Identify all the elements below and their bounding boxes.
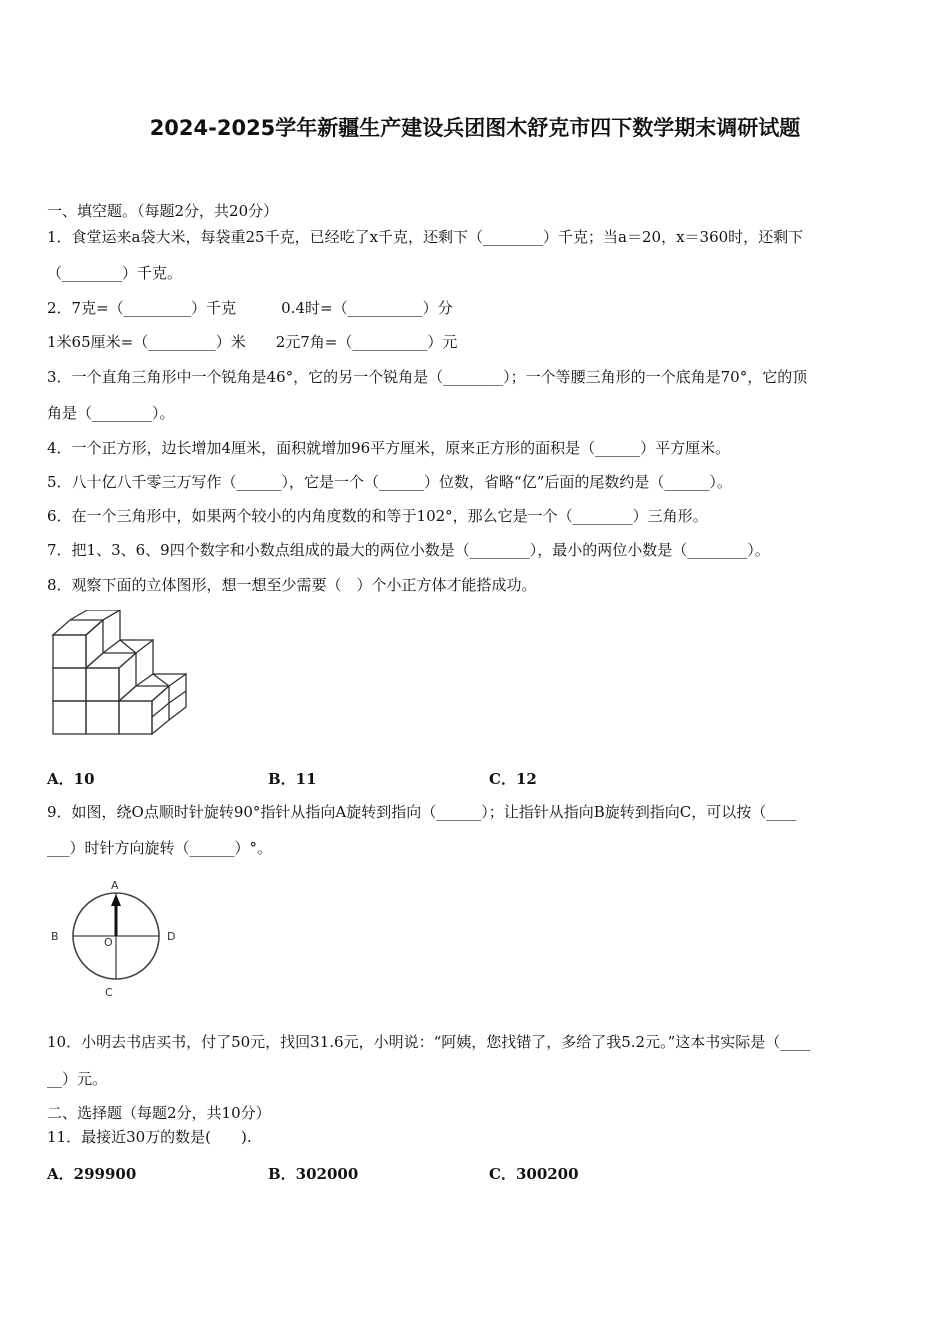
question-1-line-1: 1．食堂运来a袋大米，每袋重25千克，已经吃了x千克，还剩下（________）千克；当a＝20，x＝360时，还剩下 <box>47 228 804 246</box>
question-2-line-2: 1米65厘米=（_________）米 2元7角=（__________）元 <box>47 333 458 351</box>
question-9-line-2: ___）时针方向旋转（______）°。 <box>47 839 273 857</box>
question-9-line-1: 9．如图，绕O点顺时针旋转90°指针从指向A旋转到指向（______）；让指针从指向B旋转到指向C，可以按（____ <box>47 803 797 821</box>
section-1-heading: 一、填空题。（每题2分，共20分） <box>47 202 279 220</box>
question-8: 8．观察下面的立体图形，想一想至少需要（ ）个小正方体才能搭成功。 <box>47 576 537 594</box>
page-title: 2024-2025学年新疆生产建设兵团图木舒克市四下数学期末调研试题 <box>149 116 801 140</box>
question-7: 7．把1、3、6、9四个数字和小数点组成的最大的两位小数是（________），最小的两位小数是（________）。 <box>47 541 770 559</box>
q8-option-a: A．10 <box>47 770 95 788</box>
q11-option-c: C．300200 <box>489 1165 579 1183</box>
question-1-line-2: （________）千克。 <box>47 264 183 282</box>
q8-option-b: B．11 <box>268 770 317 788</box>
question-10-line-2: __）元。 <box>47 1070 108 1088</box>
label-a: A <box>111 879 119 892</box>
question-3-line-2: 角是（________）。 <box>47 404 175 422</box>
label-o: O <box>104 936 113 949</box>
question-10-line-1: 10．小明去书店买书，付了50元，找回31.6元，小明说：“阿姨，您找错了，多给了我5.2元。”这本书实际是（____ <box>47 1033 811 1051</box>
label-d: D <box>167 930 176 943</box>
q11-option-b: B．302000 <box>268 1165 359 1183</box>
q11-option-a: A．299900 <box>47 1165 137 1183</box>
label-b: B <box>51 930 59 943</box>
section-2-heading: 二、选择题（每题2分，共10分） <box>47 1104 271 1122</box>
question-4: 4．一个正方形，边长增加4厘米，面积就增加96平方厘米，原来正方形的面积是（______）平方厘米。 <box>47 439 731 457</box>
label-c: C <box>105 986 113 999</box>
rotation-dial-figure <box>45 874 190 1004</box>
question-11: 11．最接近30万的数是( ). <box>47 1128 252 1146</box>
cube-stack-figure <box>50 610 190 738</box>
q8-option-c: C．12 <box>489 770 537 788</box>
question-5: 5．八十亿八千零三万写作（______），它是一个（______）位数，省略“亿”后面的尾数约是（______）。 <box>47 473 732 491</box>
question-3-line-1: 3．一个直角三角形中一个锐角是46°，它的另一个锐角是（________）；一个等腰三角形的一个底角是70°，它的顶 <box>47 368 808 386</box>
question-6: 6．在一个三角形中，如果两个较小的内角度数的和等于102°，那么它是一个（________）三角形。 <box>47 507 708 525</box>
question-2-line-1: 2．7克=（_________）千克 0.4时=（__________）分 <box>47 299 453 317</box>
